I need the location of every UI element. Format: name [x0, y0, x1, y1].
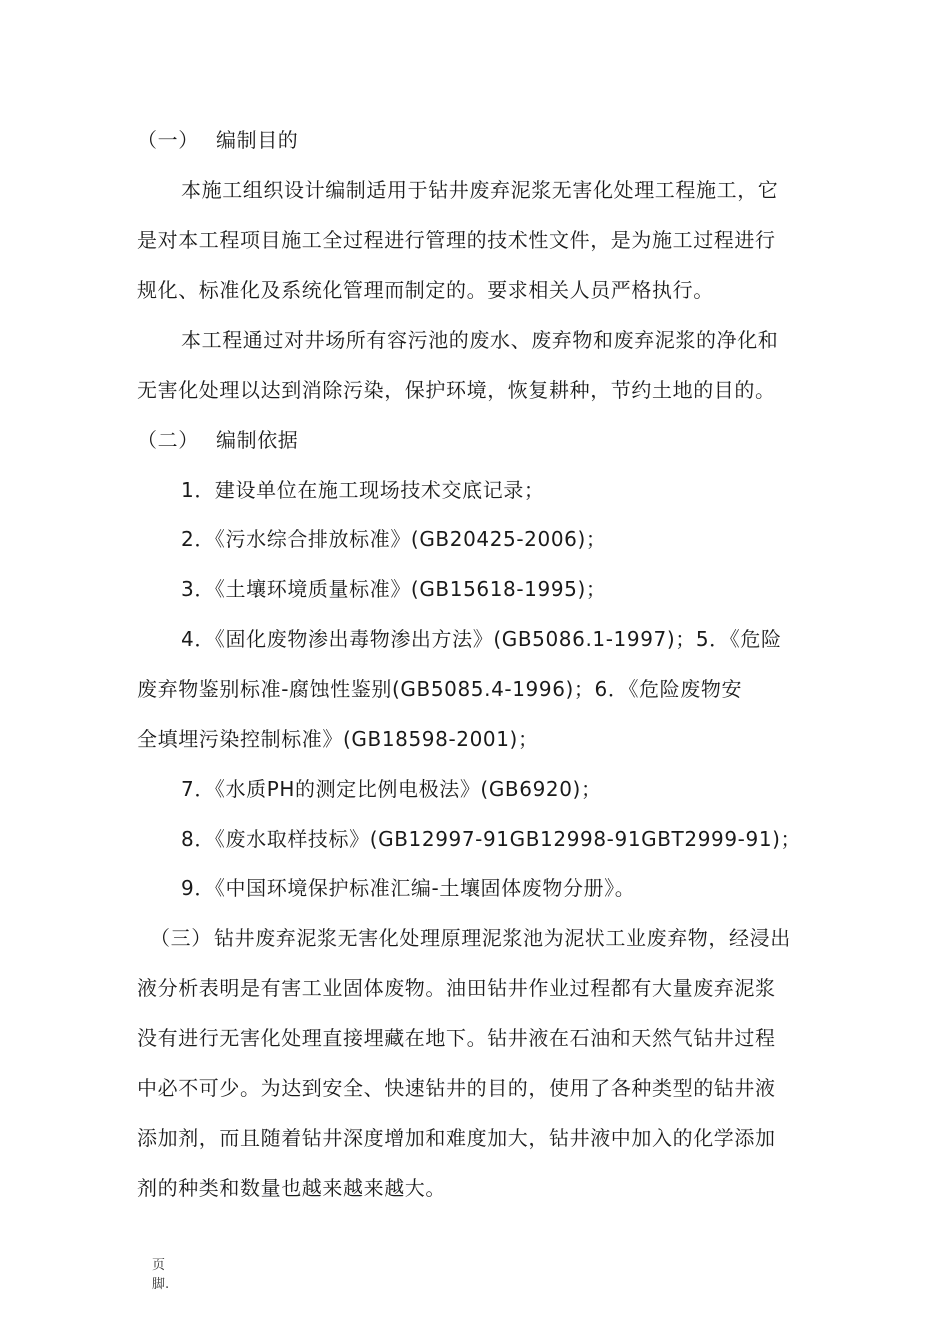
- paragraph-line: 无害化处理以达到消除污染，保护环境，恢复耕种，节约土地的目的。: [137, 378, 776, 402]
- list-item: 7．《水质PH的测定比例电极法》(GB6920)；: [181, 777, 602, 801]
- paragraph-line: 没有进行无害化处理直接埋藏在地下。钻井液在石油和天然气钻井过程: [137, 1026, 776, 1050]
- paragraph-line: 是对本工程项目施工全过程进行管理的技术性文件，是为施工过程进行: [137, 228, 776, 252]
- list-item: 4．《固化废物渗出毒物渗出方法》(GB5086.1-1997)；5．《危险: [181, 627, 782, 651]
- paragraph-line: 添加剂，而且随着钻井深度增加和难度加大，钻井液中加入的化学添加: [137, 1126, 776, 1150]
- list-item-continuation: 全填埋污染控制标准》(GB18598-2001)；: [137, 727, 539, 751]
- section-1-label: （一）: [137, 128, 199, 152]
- section-2-title: 编制依据: [216, 428, 299, 452]
- list-item: 3．《土壤环境质量标准》(GB15618-1995)；: [181, 577, 607, 601]
- paragraph-line: 中必不可少。为达到安全、快速钻井的目的，使用了各种类型的钻井液: [137, 1076, 776, 1100]
- paragraph-line: 规化、标准化及系统化管理而制定的。要求相关人员严格执行。: [137, 278, 714, 302]
- list-item-continuation: 废弃物鉴别标准-腐蚀性鉴别(GB5085.4-1996)；6．《危险废物安: [137, 677, 743, 701]
- page-footer-line2: 脚.: [152, 1277, 170, 1292]
- paragraph-line: 本施工组织设计编制适用于钻井废弃泥浆无害化处理工程施工，它: [181, 178, 779, 202]
- list-item: 8．《废水取样技标》(GB12997-91GB12998-91GBT2999-91)；: [181, 827, 802, 851]
- section-3-first-line: 钻井废弃泥浆无害化处理原理泥浆池为泥状工业废弃物，经浸出: [214, 926, 791, 950]
- section-2-label: （二）: [137, 428, 199, 452]
- paragraph-line: 剂的种类和数量也越来越来越大。: [137, 1176, 446, 1200]
- paragraph-line: 液分析表明是有害工业固体废物。油田钻井作业过程都有大量废弃泥浆: [137, 976, 776, 1000]
- section-3-label: （三）: [150, 926, 212, 950]
- list-item: 2．《污水综合排放标准》(GB20425-2006)；: [181, 527, 607, 551]
- paragraph-line: 本工程通过对井场所有容污池的废水、废弃物和废弃泥浆的净化和: [181, 328, 779, 352]
- list-item: 1．建设单位在施工现场技术交底记录；: [181, 478, 545, 502]
- list-item: 9．《中国环境保护标准汇编-土壤固体废物分册》。: [181, 876, 636, 900]
- page-footer-line1: 页: [152, 1258, 166, 1273]
- section-1-title: 编制目的: [216, 128, 299, 152]
